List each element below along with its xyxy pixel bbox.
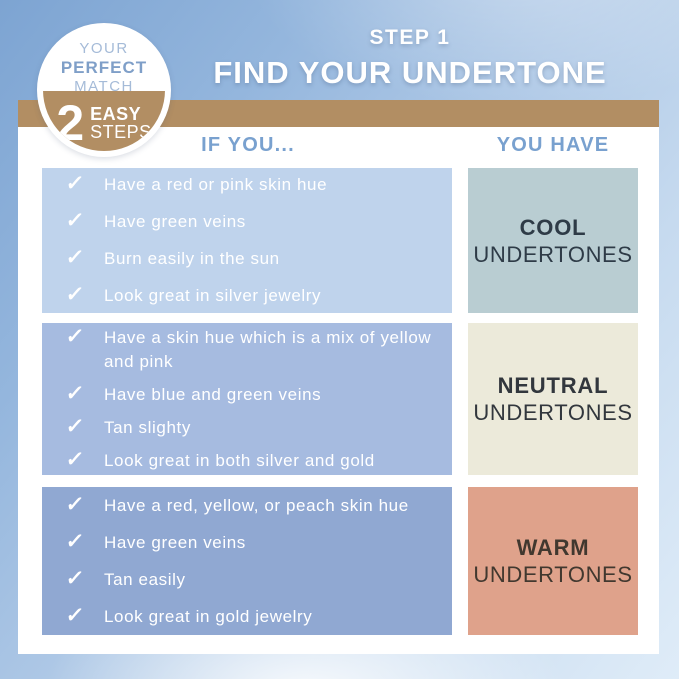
check-icon: ✓ [64, 283, 86, 306]
check-icon: ✓ [64, 381, 86, 405]
list-item-label: Tan slighty [104, 417, 191, 437]
badge-line-perfect: PERFECT [60, 58, 148, 77]
list-item [66, 494, 438, 518]
result-neutral-undertones [468, 323, 638, 475]
badge-line-match: MATCH [74, 78, 134, 95]
list-item-label: Have a skin hue which is a mix of yellow and pink [104, 327, 432, 371]
badge-top-text [43, 40, 165, 96]
checklist-cool [42, 168, 452, 313]
list-item [66, 449, 438, 473]
list-item [66, 326, 438, 374]
check-icon: ✓ [64, 209, 86, 232]
badge-easy-label: EASY [90, 104, 142, 124]
result-warm-undertones [468, 487, 638, 635]
list-item [66, 383, 438, 407]
list-item-label: Have green veins [104, 532, 246, 552]
list-item-label: Look great in gold jewelry [104, 606, 313, 626]
list-item-label: Have a red or pink skin hue [104, 175, 328, 194]
page-header [150, 26, 670, 91]
check-icon: ✓ [64, 603, 86, 627]
badge-inner-circle [43, 29, 165, 151]
result-cool-undertones [468, 168, 638, 313]
list-item [66, 284, 438, 308]
result-title: NEUTRAL [497, 373, 609, 398]
check-icon: ✓ [64, 324, 86, 348]
list-item-label: Look great in both silver and gold [104, 450, 375, 470]
list-item-label: Tan easily [104, 569, 186, 589]
result-subtitle: UNDERTONES [473, 400, 633, 425]
checklist-neutral [42, 323, 452, 475]
check-icon: ✓ [64, 447, 86, 471]
list-item-label: Look great in silver jewelry [104, 286, 322, 305]
check-icon: ✓ [64, 414, 86, 438]
list-item-label: Have a red, yellow, or peach skin hue [104, 495, 409, 515]
list-item [66, 531, 438, 555]
result-subtitle: UNDERTONES [473, 562, 633, 587]
check-icon: ✓ [64, 529, 86, 553]
badge-steps-text [43, 95, 165, 151]
list-item [66, 247, 438, 271]
list-item-label: Have green veins [104, 212, 246, 231]
result-title: COOL [519, 214, 587, 240]
perfect-match-badge [37, 23, 171, 157]
column-header-you-have: YOU HAVE [496, 134, 610, 156]
check-icon: ✓ [64, 492, 86, 516]
list-item [66, 568, 438, 592]
check-icon: ✓ [64, 172, 86, 195]
badge-step-number: 2 [56, 95, 85, 151]
list-item [66, 210, 438, 234]
checklist-warm [42, 487, 452, 635]
result-subtitle: UNDERTONES [473, 241, 633, 267]
step-label: STEP 1 [369, 26, 451, 49]
column-header-if-you: IF YOU... [201, 134, 295, 156]
list-item [66, 416, 438, 440]
list-item [66, 605, 438, 629]
page-title: FIND YOUR UNDERTONE [213, 55, 607, 90]
badge-steps-label: STEPS [90, 122, 152, 142]
result-title: WARM [516, 535, 590, 560]
check-icon: ✓ [64, 566, 86, 590]
list-item [66, 173, 438, 197]
check-icon: ✓ [64, 246, 86, 269]
list-item-label: Have blue and green veins [104, 384, 322, 404]
badge-line-your: YOUR [79, 40, 129, 57]
list-item-label: Burn easily in the sun [104, 249, 280, 268]
